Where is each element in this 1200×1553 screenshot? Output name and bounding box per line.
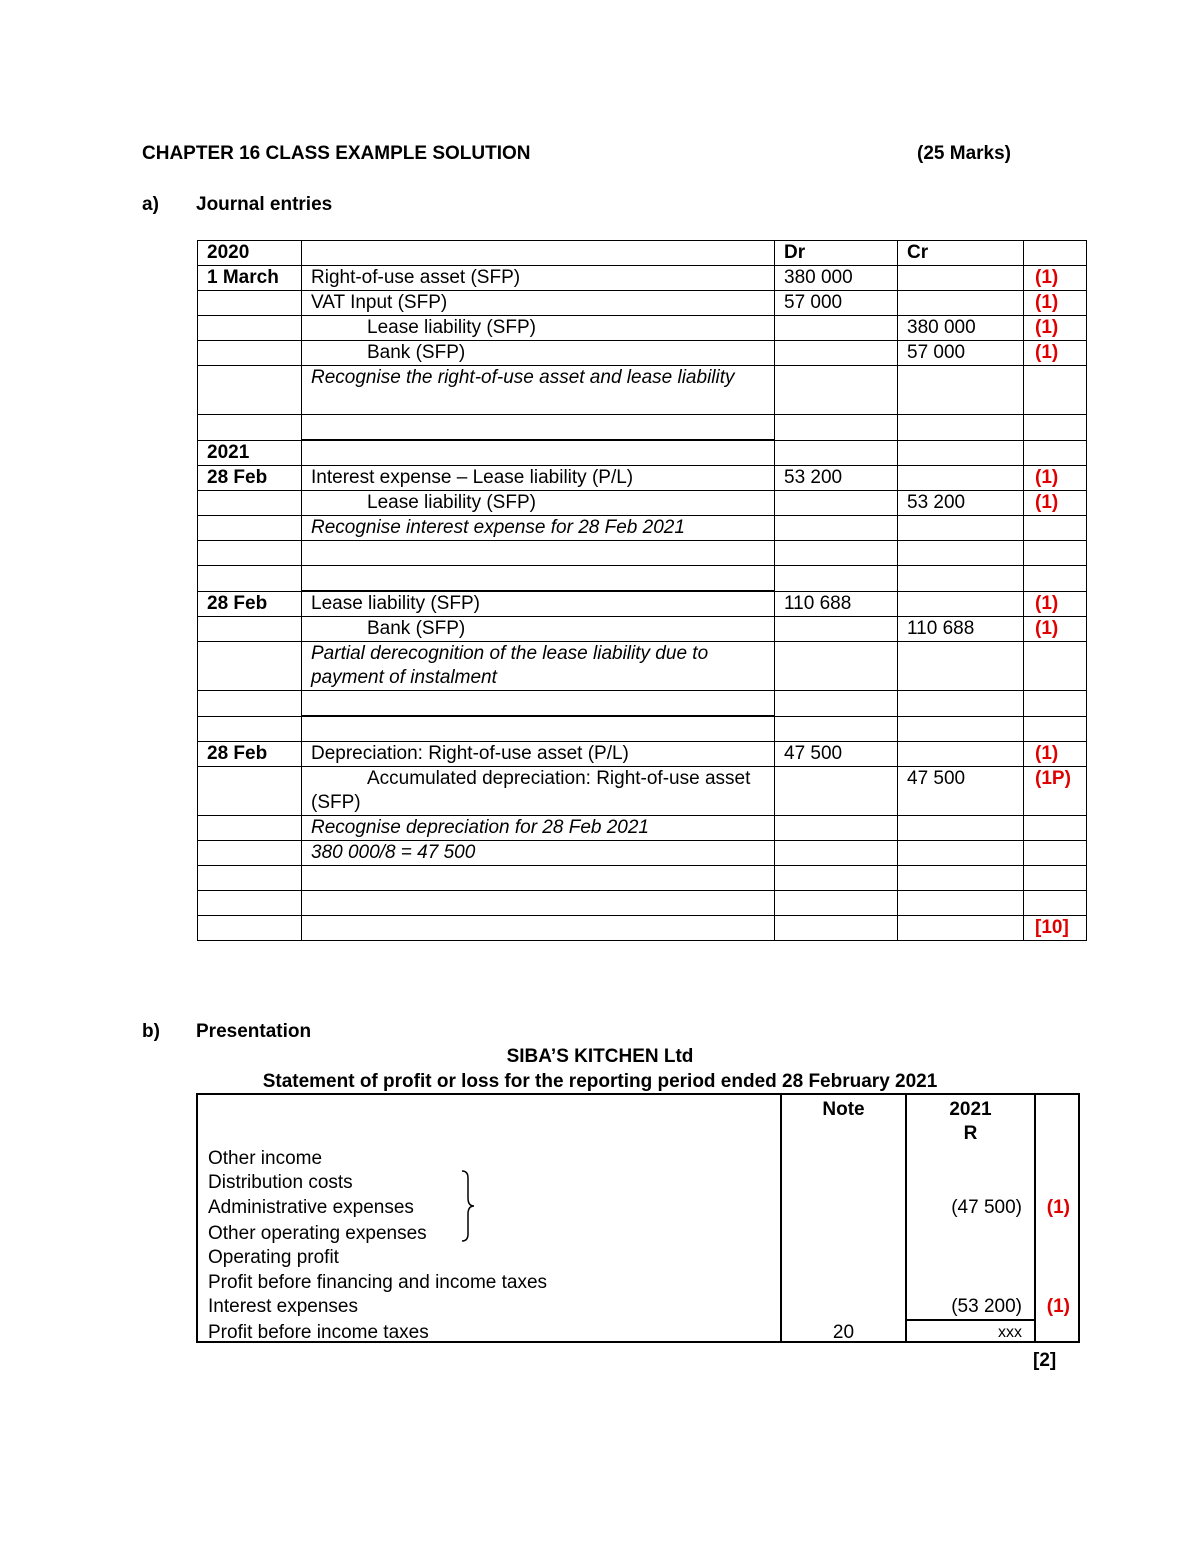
credit-amount: 47 500 <box>898 767 1024 816</box>
statement-title: Statement of profit or loss for the reporting period ended 28 February 2021 <box>262 1071 938 1092</box>
entry-description: Depreciation: Right-of-use asset (P/L) <box>302 742 775 767</box>
entry-date: 1 March <box>198 266 302 291</box>
entry-description: Lease liability (SFP) <box>302 591 775 617</box>
credit-amount: 110 688 <box>898 617 1024 642</box>
currency-column-header: R <box>963 1123 978 1144</box>
entry-date: 28 Feb <box>198 591 302 617</box>
table-row <box>198 742 1087 767</box>
entry-description: Accumulated depreciation: Right-of-use asset (SFP) <box>302 767 775 816</box>
journal-year-2021: 2021 <box>198 440 302 466</box>
entry-description: Interest expense – Lease liability (P/L) <box>302 466 775 491</box>
line-operating-profit: Operating profit <box>208 1247 339 1268</box>
debit-amount: 53 200 <box>775 466 898 491</box>
debit-amount: 110 688 <box>775 591 898 617</box>
pbit-note: 20 <box>832 1322 855 1343</box>
presentation-total-mark: [2] <box>1033 1350 1057 1371</box>
entry-description: Bank (SFP) <box>302 341 775 366</box>
table-row <box>198 916 1087 941</box>
entry-description: VAT Input (SFP) <box>302 291 775 316</box>
table-row <box>198 591 1087 617</box>
table-row <box>198 767 1087 816</box>
table-row <box>198 541 1087 566</box>
part-a-letter: a) <box>142 194 159 215</box>
mark: (1P) <box>1024 767 1087 816</box>
part-b-letter: b) <box>142 1021 160 1042</box>
mark: (1) <box>1024 617 1087 642</box>
total-marks: (25 Marks) <box>917 143 1011 164</box>
year-column-header: 2021 <box>949 1099 992 1120</box>
table-row <box>198 566 1087 592</box>
line-interest-expenses: Interest expenses <box>208 1296 358 1317</box>
company-name: SIBA’S KITCHEN Ltd <box>506 1046 694 1067</box>
credit-amount: 57 000 <box>898 341 1024 366</box>
curly-brace-icon <box>460 1170 476 1242</box>
column-divider <box>780 1095 782 1341</box>
table-row <box>198 316 1087 341</box>
mark: (1) <box>1046 1296 1070 1317</box>
entry-description: Right-of-use asset (SFP) <box>302 266 775 291</box>
credit-amount: 53 200 <box>898 491 1024 516</box>
table-row <box>198 841 1087 866</box>
line-other-operating-expenses: Other operating expenses <box>208 1223 427 1244</box>
table-row <box>198 617 1087 642</box>
table-row <box>198 415 1087 441</box>
mark: (1) <box>1024 316 1087 341</box>
line-distribution-costs: Distribution costs <box>208 1172 353 1193</box>
mark: (1) <box>1024 591 1087 617</box>
mark: (1) <box>1024 291 1087 316</box>
entry-narration: Partial derecognition of the lease liability due to payment of instalment <box>302 642 775 691</box>
chapter-title: CHAPTER 16 CLASS EXAMPLE SOLUTION <box>142 143 531 164</box>
table-row <box>198 440 1087 466</box>
part-a-title: Journal entries <box>196 194 333 215</box>
table-row <box>198 291 1087 316</box>
table-row <box>198 816 1087 841</box>
interest-expenses-amount: (53 200) <box>951 1296 1022 1317</box>
mark: (1) <box>1024 341 1087 366</box>
entry-date: 28 Feb <box>198 466 302 491</box>
entry-description: Lease liability (SFP) <box>302 491 775 516</box>
table-row <box>198 266 1087 291</box>
table-row <box>198 716 1087 742</box>
entry-narration: Recognise the right-of-use asset and lease liability <box>302 366 775 415</box>
table-row <box>198 642 1087 691</box>
column-divider <box>1034 1095 1036 1341</box>
credit-column-header: Cr <box>898 241 1024 266</box>
entry-narration: Recognise interest expense for 28 Feb 2021 <box>302 516 775 541</box>
debit-amount: 57 000 <box>775 291 898 316</box>
credit-amount: 380 000 <box>898 316 1024 341</box>
mark: (1) <box>1024 742 1087 767</box>
journal-header-row <box>198 241 1087 266</box>
mark: (1) <box>1024 466 1087 491</box>
debit-column-header: Dr <box>775 241 898 266</box>
line-administrative-expenses: Administrative expenses <box>208 1197 414 1218</box>
entry-description: Lease liability (SFP) <box>302 316 775 341</box>
statement-of-profit-or-loss <box>196 1093 1080 1343</box>
journal-table <box>197 240 1087 941</box>
journal-total-mark: [10] <box>1024 916 1087 941</box>
entry-narration: Recognise depreciation for 28 Feb 2021 <box>302 816 775 841</box>
pbit-amount: xxx <box>998 1324 1022 1341</box>
table-row <box>198 866 1087 891</box>
debit-amount: 380 000 <box>775 266 898 291</box>
part-b-title: Presentation <box>196 1021 312 1042</box>
line-profit-before-income-taxes: Profit before income taxes <box>208 1322 429 1343</box>
table-row <box>198 691 1087 717</box>
admin-expenses-amount: (47 500) <box>951 1197 1022 1218</box>
table-row <box>198 491 1087 516</box>
line-profit-before-financing: Profit before financing and income taxes <box>208 1272 548 1293</box>
table-row <box>198 891 1087 916</box>
mark: (1) <box>1024 266 1087 291</box>
entry-description: Bank (SFP) <box>302 617 775 642</box>
note-column-header: Note <box>822 1099 865 1120</box>
table-row <box>198 366 1087 415</box>
table-row <box>198 466 1087 491</box>
table-row <box>198 341 1087 366</box>
mark: (1) <box>1024 491 1087 516</box>
mark: (1) <box>1046 1197 1070 1218</box>
table-row <box>198 516 1087 541</box>
entry-calculation: 380 000/8 = 47 500 <box>302 841 775 866</box>
line-other-income: Other income <box>208 1148 323 1169</box>
entry-date: 28 Feb <box>198 742 302 767</box>
debit-amount: 47 500 <box>775 742 898 767</box>
journal-year-2020: 2020 <box>198 241 302 266</box>
